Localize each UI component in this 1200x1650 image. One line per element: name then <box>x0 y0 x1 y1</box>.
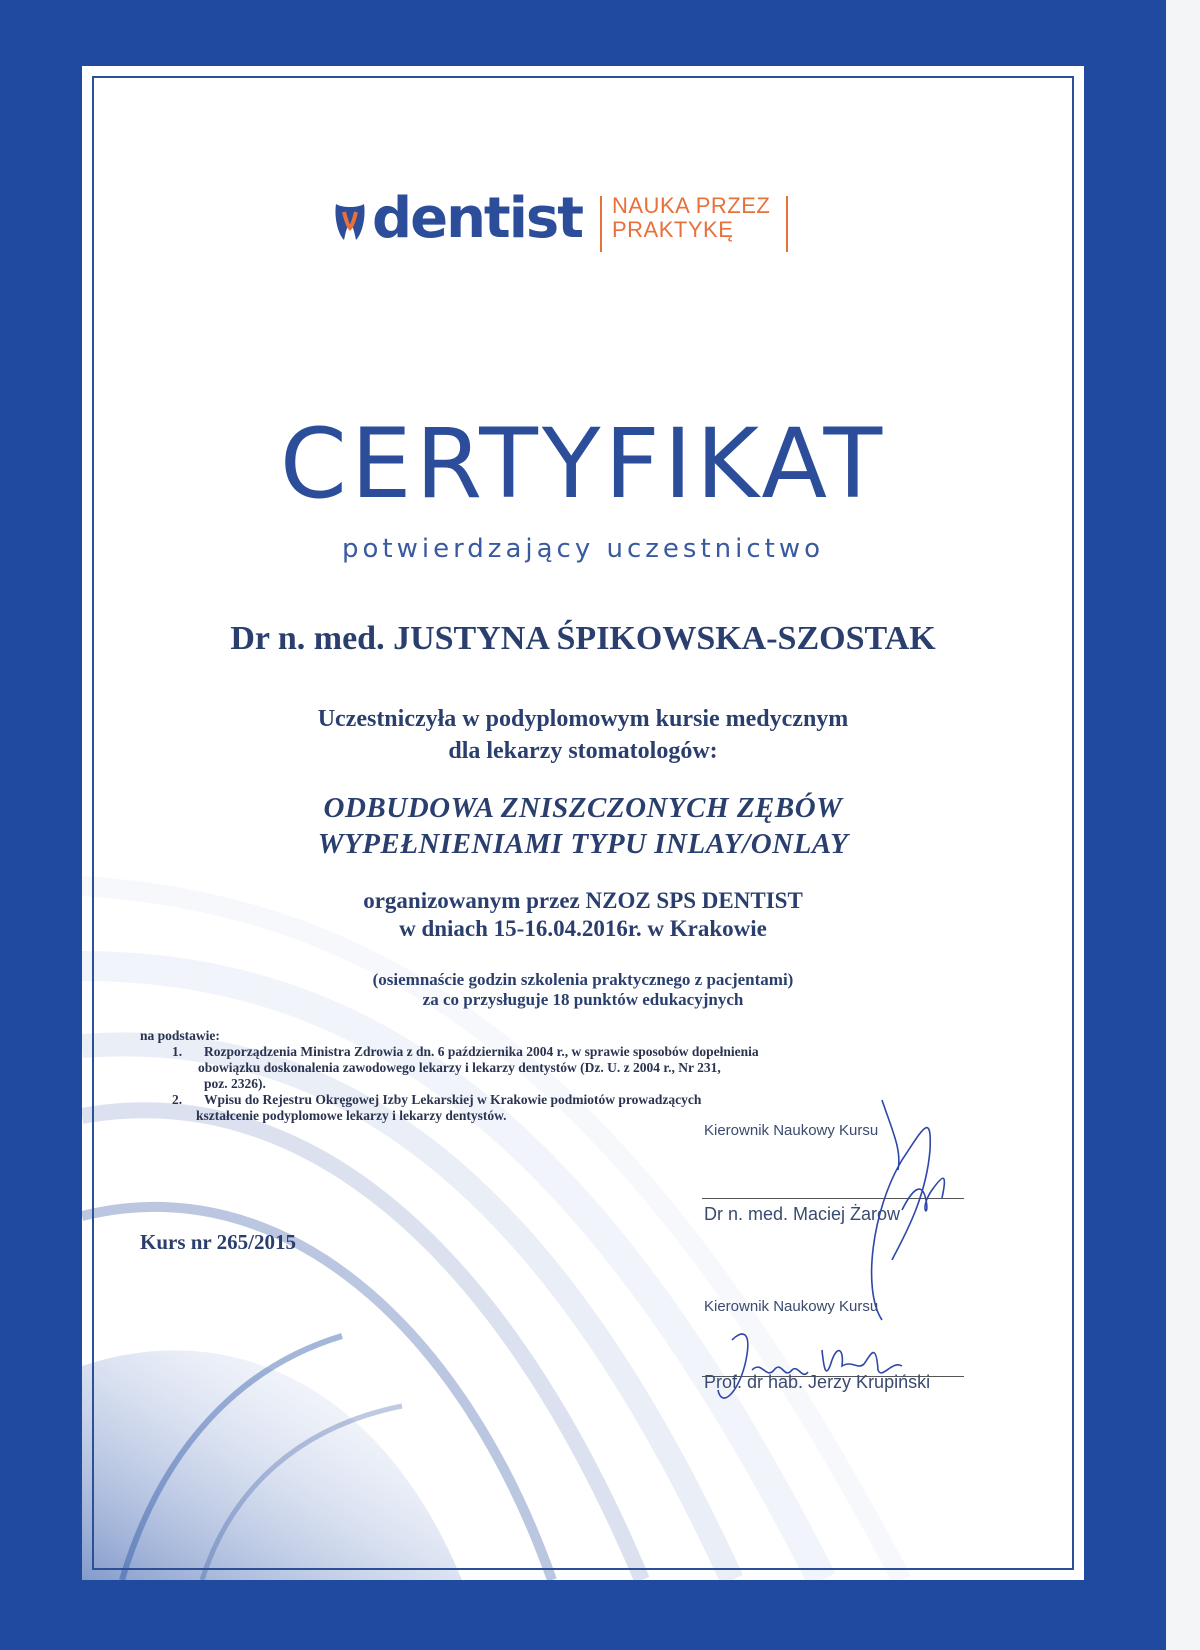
course-title-line: WYPEŁNIENIAMI TYPU INLAY/ONLAY <box>317 828 849 860</box>
handwritten-signature <box>712 1320 932 1420</box>
course-number: Kurs nr 265/2015 <box>140 1230 296 1254</box>
logo-divider <box>786 196 788 252</box>
legal-basis-number: 1. <box>172 1044 183 1059</box>
legal-basis-item <box>140 1092 840 1124</box>
logo-divider <box>600 196 602 252</box>
legal-basis-text: poz. 2326). <box>204 1076 266 1091</box>
legal-basis-text: kształcenie podyplomowe lekarzy i lekarzy dentystów. <box>196 1108 507 1123</box>
logo-tagline <box>612 194 787 242</box>
signatory-name: Dr n. med. Maciej Żarow <box>704 1204 901 1224</box>
legal-basis <box>140 1028 840 1124</box>
legal-basis-item <box>140 1044 840 1092</box>
signature-role: Kierownik Naukowy Kursu <box>704 1122 879 1139</box>
hours-line: (osiemnaście godzin szkolenia praktycznego z pacjentami) <box>372 970 794 989</box>
date-line: w dniach 15-16.04.2016r. w Krakowie <box>399 916 767 941</box>
dentist-logo <box>332 186 852 266</box>
legal-basis-text: Wpisu do Rejestru Okręgowej Izby Lekarskiej w Krakowie podmiotów prowadzących <box>204 1092 702 1107</box>
handwritten-signature <box>822 1090 972 1330</box>
certificate-subtitle: potwierdzający uczestnictwo <box>341 534 825 564</box>
signature-role: Kierownik Naukowy Kursu <box>704 1298 879 1315</box>
participation-line: Uczestniczyła w podyplomowym kursie medycznym <box>317 706 849 732</box>
legal-basis-heading: na podstawie: <box>140 1028 220 1043</box>
recipient-name: Dr n. med. JUSTYNA ŚPIKOWSKA-SZOSTAK <box>230 620 936 657</box>
certificate-paper <box>82 66 1084 1580</box>
points-line: za co przysługuje 18 punktów edukacyjnych <box>422 990 744 1009</box>
legal-basis-number: 2. <box>172 1092 183 1107</box>
legal-basis-text: Rozporządzenia Ministra Zdrowia z dn. 6 października 2004 r., w sprawie sposobów dopełnienia <box>204 1044 759 1059</box>
logo-tagline-line1: NAUKA PRZEZ <box>612 193 771 218</box>
legal-basis-text: obowiązku doskonalenia zawodowego lekarzy i lekarzy dentystów (Dz. U. z 2004 r., Nr 231, <box>198 1060 721 1075</box>
tooth-logo-icon <box>332 200 368 244</box>
scan-margin <box>1166 0 1200 1650</box>
course-title-line: ODBUDOWA ZNISZCZONYCH ZĘBÓW <box>323 792 843 824</box>
signatory-name: Prof. dr hab. Jerzy Krupiński <box>704 1372 931 1392</box>
logo-wordmark: dentist <box>372 186 582 251</box>
participation-line: dla lekarzy stomatologów: <box>448 738 718 764</box>
organizer-line: organizowanym przez NZOZ SPS DENTIST <box>363 888 803 913</box>
certificate-title: CERTYFIKAT <box>279 408 887 520</box>
logo-tagline-line2: PRAKTYKĘ <box>612 217 734 242</box>
